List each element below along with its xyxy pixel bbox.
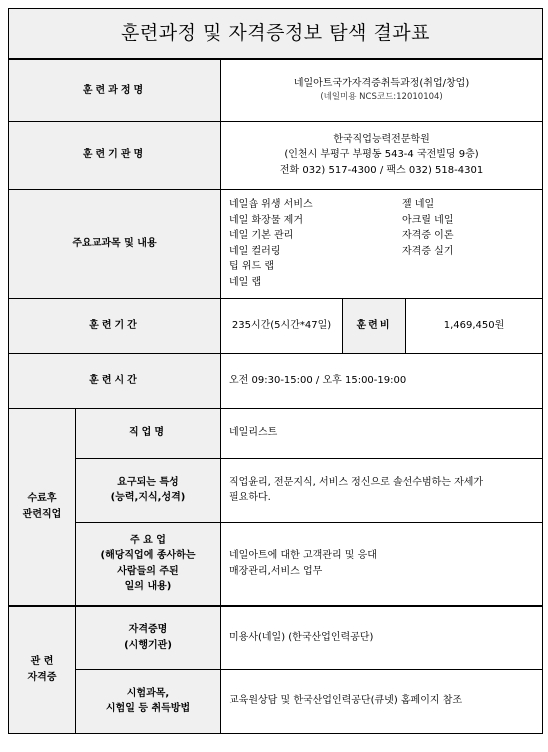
subject-item: 네일 화장물 제거 — [229, 214, 303, 226]
subject-item: 네일 랩 — [229, 276, 262, 288]
job-name-value: 네일리스트 — [221, 408, 543, 458]
job-duties-label-line3: 사람들의 주된 — [117, 565, 179, 577]
cert-name-label-line2: (시행기관) — [124, 639, 172, 651]
job-traits-line2: 필요하다. — [229, 492, 271, 503]
job-name-label: 직업명 — [76, 408, 221, 458]
subject-item: 네일 기본 관리 — [229, 230, 294, 241]
fee-value: 1,469,450원 — [406, 298, 543, 353]
job-duties-label-line1: 주 요 업 — [130, 534, 166, 546]
subject-item: 아크릴 네일 — [402, 214, 454, 226]
job-duties-label-line4: 일의 내용) — [124, 581, 172, 593]
job-duties-line2: 매장관리,서비스 업무 — [229, 565, 323, 577]
job-traits-label-line1: 요구되는 특성 — [117, 476, 179, 488]
subjects-label: 주요교과목 및 내용 — [9, 189, 221, 298]
cert-exam-label — [76, 669, 221, 733]
subject-item: 네일숍 위생 서비스 — [229, 199, 313, 210]
course-name: 네일아트국가자격증취득과정(취업/창업) — [293, 77, 470, 89]
job-traits-value — [221, 458, 543, 522]
course-ncs-code: (네일미용 NCS코드:12010104) — [320, 92, 443, 103]
course-name-label: 훈련과정명 — [9, 59, 221, 121]
cert-exam-label-line2: 시험일 등 취득방법 — [105, 703, 191, 714]
job-duties-line1: 네일아트에 대한 고객관리 및 응대 — [229, 550, 377, 562]
cert-group-label-line2: 자격증 — [27, 671, 57, 683]
cert-name-value: 미용사(네일) (한국산업인력공단) — [221, 606, 543, 669]
institution-contact: 전화 032) 517-4300 / 팩스 032) 518-4301 — [279, 164, 484, 176]
job-group-label — [9, 408, 76, 606]
subject-item: 팁 위드 랩 — [229, 261, 274, 272]
job-duties-label-line2: (해당직업에 종사하는 — [100, 550, 196, 562]
job-traits-label-line2: (능력,지식,성격) — [110, 492, 186, 503]
subjects-list — [229, 197, 542, 290]
institution-address: (인천시 부평구 부평동 543-4 국전빌딩 9층) — [284, 149, 479, 161]
cert-exam-value: 교육원상담 및 한국산업인력공단(큐넷) 홈페이지 참조 — [221, 669, 543, 733]
period-label: 훈련기간 — [9, 298, 221, 353]
institution-name: 한국직업능력전문학원 — [333, 133, 430, 145]
subject-item: 네일 컬러링 — [229, 245, 281, 257]
cert-exam-label-line1: 시험과목, — [126, 687, 170, 699]
course-name-cell — [221, 59, 543, 121]
page-title: 훈련과정 및 자격증정보 탐색 결과표 — [9, 9, 543, 60]
job-traits-line1: 직업윤리, 전문지식, 서비스 정신으로 솔선수범하는 자세가 — [229, 476, 484, 488]
job-duties-label — [76, 522, 221, 606]
cert-name-label — [76, 606, 221, 669]
subject-item: 자격증 이론 — [402, 230, 454, 241]
job-group-label-line2: 관련직업 — [22, 508, 62, 520]
time-label: 훈련시간 — [9, 353, 221, 408]
result-table — [8, 8, 543, 734]
job-duties-value — [221, 522, 543, 606]
job-group-label-line1: 수료후 — [27, 493, 57, 505]
job-traits-label — [76, 458, 221, 522]
subject-item: 자격증 실기 — [402, 245, 454, 257]
period-value: 235시간(5시간*47일) — [221, 298, 343, 353]
subject-item: 젤 네일 — [402, 199, 435, 210]
cert-name-label-line1: 자격증명 — [128, 624, 168, 636]
institution-label: 훈련기관명 — [9, 121, 221, 189]
time-value: 오전 09:30-15:00 / 오후 15:00-19:00 — [221, 353, 543, 408]
cert-group-label-line1: 관 련 — [30, 656, 54, 668]
cert-group-label — [9, 606, 76, 733]
subjects-cell — [221, 189, 543, 298]
institution-cell — [221, 121, 543, 189]
fee-label: 훈련비 — [343, 298, 406, 353]
